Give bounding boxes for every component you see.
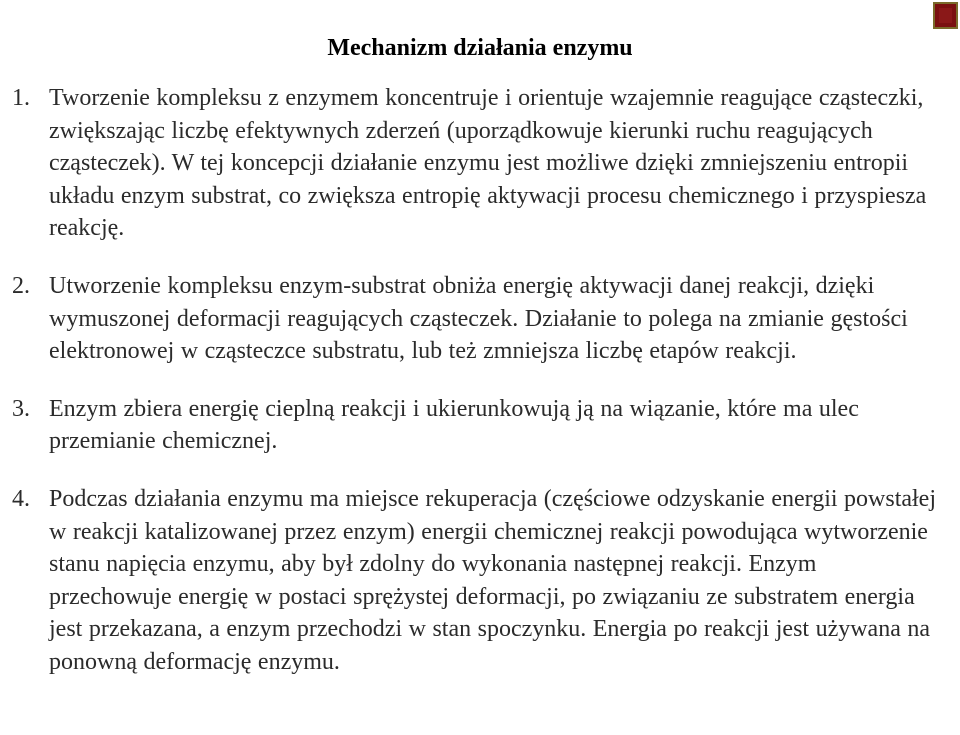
list-item-number: 3.	[12, 395, 30, 422]
list-item	[12, 393, 942, 458]
numbered-list	[12, 82, 942, 704]
list-item-text: Podczas działania enzymu ma miejsce rekuperacja (częściowe odzyskanie energii powstałej w reakcji katalizowanej przez enzym) energii chemicznej reakcji powodująca wytworzenie stanu napięcia enzymu, aby był zdolny do wykonania następnej reakcji. Enzym przechowuje energię w postaci sprężystej deformacji, po związaniu ze substratem energia jest przekazana, a enzym przechodzi w stan spoczynku. Energia po reakcji jest używana na ponowną deformację enzymu.	[49, 485, 937, 675]
list-item-text: Utworzenie kompleksu enzym-substrat obniża energię aktywacji danej reakcji, dzięki wymuszonej deformacji reagujących cząsteczek. Działanie to polega na zmianie gęstości elektronowej w cząsteczce substratu, lub też zmniejsza liczbę etapów reakcji.	[49, 272, 908, 365]
corner-decoration	[933, 2, 958, 29]
list-item	[12, 82, 942, 245]
list-item-text: Enzym zbiera energię cieplną reakcji i ukierunkowują ją na wiązanie, które ma ulec przemianie chemicznej.	[49, 395, 859, 455]
slide-title: Mechanizm działania enzymu	[327, 35, 633, 61]
list-item-text: Tworzenie kompleksu z enzymem koncentruje i orientuje wzajemnie reagujące cząsteczki, zwiększając liczbę efektywnych zderzeń (uporządkowuje kierunki ruchu reagujących cząsteczek). W tej koncepcji działanie enzymu jest możliwe dzięki zmniejszeniu entropii układu enzym substrat, co zwiększa entropię aktywacji procesu chemicznego i przyspiesza reakcję.	[49, 85, 927, 242]
list-item-number: 2.	[12, 272, 30, 299]
list-item-number: 4.	[12, 485, 30, 512]
list-item	[12, 270, 942, 368]
list-item	[12, 483, 942, 679]
list-item-number: 1.	[12, 85, 30, 111]
